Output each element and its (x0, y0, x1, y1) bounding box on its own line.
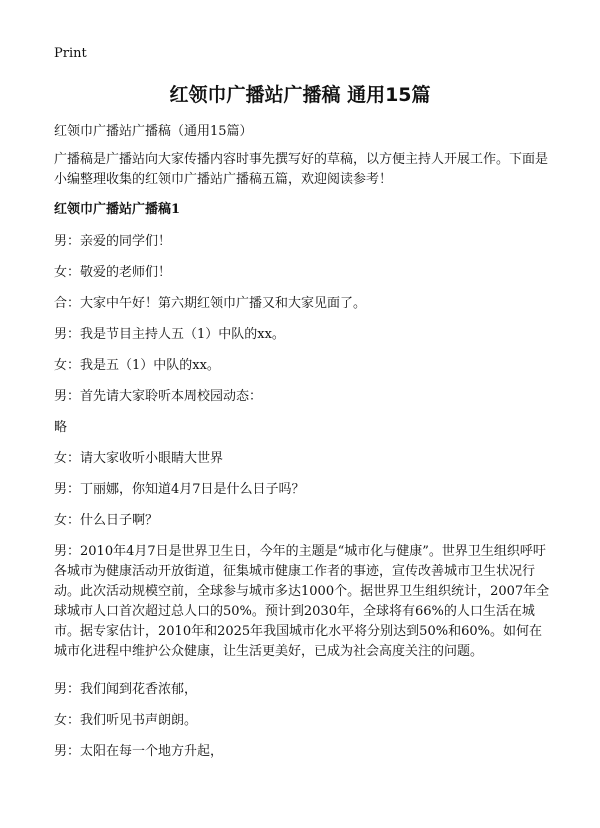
page-title: 红领巾广播站广播稿 通用15篇 (169, 84, 431, 106)
dialogue-line: 合：大家中午好！第六期红领巾广播又和大家见面了。 (54, 296, 367, 311)
intro-paragraph: 广播稿是广播站向大家传播内容时事先撰写好的草稿，以方便主持人开展工作。下面是小编整理收集的红领巾广播站广播稿五篇，欢迎阅读参考！ (54, 152, 549, 187)
dialogue-line: 略 (54, 420, 68, 435)
section-heading: 红领巾广播站广播稿1 (54, 202, 181, 217)
dialogue-line: 女：请大家收听小眼睛大世界 (54, 451, 224, 466)
dialogue-line: 女：我是五（1）中队的xx。 (54, 358, 220, 373)
dialogue-line: 男：亲爱的同学们！ (54, 234, 172, 249)
dialogue-line: 女：敬爱的老师们！ (54, 265, 172, 280)
dialogue-line: 男：我是节目主持人五（1）中队的xx。 (54, 327, 285, 342)
dialogue-line: 男：丁丽娜，你知道4月7日是什么日子吗？ (54, 482, 305, 497)
print-link[interactable]: Print (54, 46, 87, 61)
dialogue-line: 女：什么日子啊？ (54, 513, 159, 528)
dialogue-line: 男：首先请大家聆听本周校园动态： (54, 389, 263, 404)
long-paragraph: 男：2010年4月7日是世界卫生日，今年的主题是“城市化与健康”。世界卫生组织呼吁各城市为健康活动开放街道，征集城市健康工作者的事迹，宣传改善城市卫生状况行动。此次活动规模空前，全球参与城市多达1000个。据世界卫生组织统计，2007年全球城市人口首次超过总人口的50%。预计到2030年，全球将有66%的人口生活在城市。据专家估计，2010年和2025年我国城市化水平将分别达到50%和60%。如何在城市化进程中维护公众健康，让生活更美好，已成为社会高度关注的问题。 (54, 544, 550, 659)
closing-line: 男：我们闻到花香浓郁， (54, 682, 198, 697)
document-subtitle: 红领巾广播站广播稿（通用15篇） (54, 124, 253, 139)
closing-line: 女：我们听见书声朗朗。 (54, 713, 198, 728)
closing-line: 男：太阳在每一个地方升起， (54, 744, 224, 759)
